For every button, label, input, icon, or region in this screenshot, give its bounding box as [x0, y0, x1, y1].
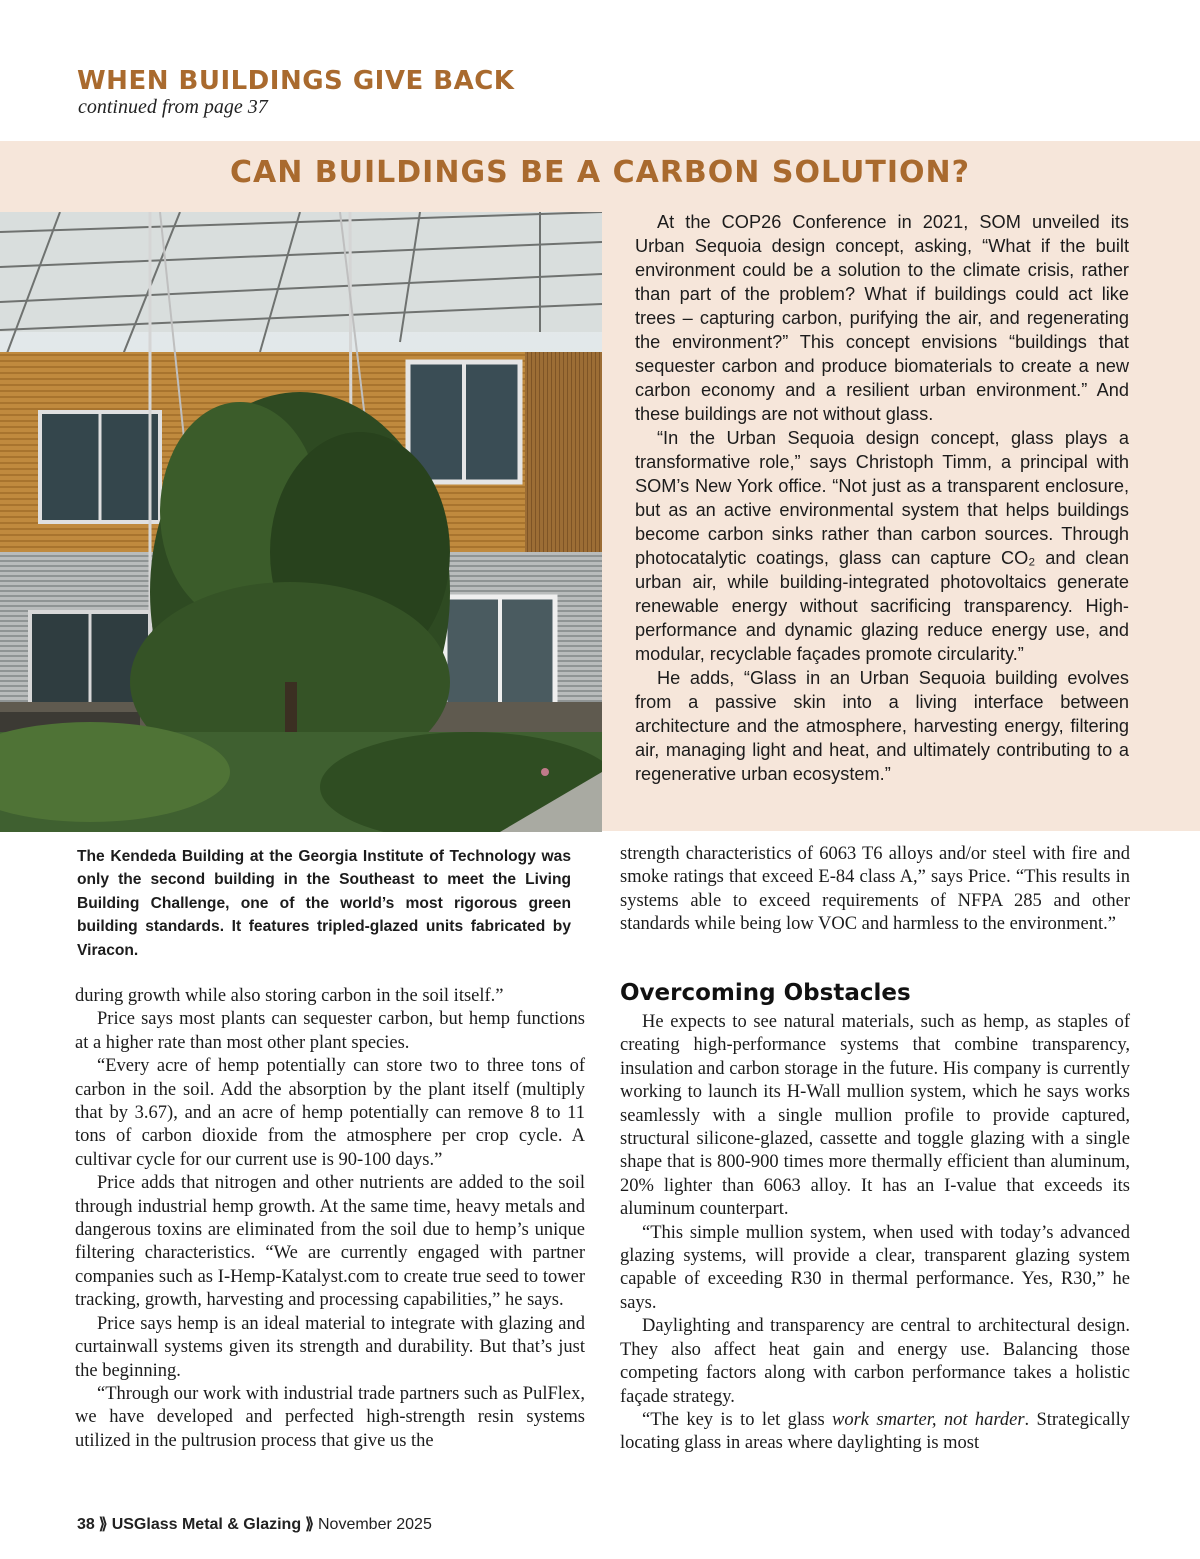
issue-date: November 2025 [318, 1516, 432, 1533]
sidebar-heading: CAN BUILDINGS BE A CARBON SOLUTION? [229, 155, 970, 190]
body-paragraph: during growth while also storing carbon in the soil itself.” [75, 986, 504, 1006]
body-paragraph [620, 1409, 1130, 1456]
body-paragraph: Price adds that nitrogen and other nutrients are added to the soil through industrial hemp growth. At the same time, heavy metals and dangerous toxins are eliminated from the soil due to hemp’s unique filtering characteristics. “We are currently engaged with partner companies such as I-Hemp-Katalyst.com to create true seed to tower tracking, growth, harvesting and processing capabilities,” he says. [75, 1173, 585, 1311]
publication-name: USGlass Metal & Glazing [111, 1516, 302, 1533]
section-title: WHEN BUILDINGS GIVE BACK [77, 66, 515, 96]
page-footer [77, 1514, 432, 1534]
body-paragraph: Price says most plants can sequester carbon, but hemp functions at a higher rate than most other plant species. [75, 1009, 585, 1053]
emphasis-text: work smarter, not harder [832, 1409, 1025, 1430]
body-paragraph: “Every acre of hemp potentially can store two to three tons of carbon in the soil. Add the absorption by the plant itself (multiply that by 3.67), and an acre of hemp potentially can remove 8 to 11 tons of carbon dioxide from the atmosphere per crop cycle. A cultivar cycle for our current use is 90-100 days.” [75, 1056, 585, 1170]
photo-caption: The Kendeda Building at the Georgia Institute of Technology was only the second building in the Southeast to meet the Living Building Challenge, one of the world’s most rigorous green building standards. It features tripled-glazed units fabricated by Viracon. [77, 848, 571, 959]
page-number: 38 [77, 1516, 95, 1533]
body-paragraph: He expects to see natural materials, such as hemp, as staples of creating high-performance systems that combine transparency, insulation and carbon storage in the future. His company is currently working to launch its H-Wall mullion system, which he says works seamlessly with a single mullion profile to provide captured, structural silicone-glazed, cassette and toggle glazing with a single shape that is 800-900 times more thermally efficient than aluminum, 20% lighter than 6063 alloy. It has an I-value that exceeds its aluminum counterpart. [620, 1012, 1130, 1220]
continued-from-note: continued from page 37 [78, 96, 268, 118]
body-paragraph: Price says hemp is an ideal material to integrate with glazing and curtainwall systems given its strength and durability. But that’s just the beginning. [75, 1313, 585, 1381]
sidebar-paragraph: At the COP26 Conference in 2021, SOM unveiled its Urban Sequoia design concept, asking, “What if the built environment could be a solution to the climate crisis, rather than part of the problem? What if buildings could act like trees – capturing carbon, purifying the air, and regenerating the environment?” This concept envisions “buildings that sequester carbon and produce biomaterials to create a new carbon economy and a resilient urban environment.” And these buildings are not without glass. [635, 212, 1129, 424]
sidebar-article-text [635, 210, 1129, 786]
text-run: . Strategically locating glass in areas where daylighting is most [620, 1409, 1131, 1454]
left-column [75, 985, 585, 1453]
sidebar-paragraph: He adds, “Glass in an Urban Sequoia building evolves from a passive skin into a living interface between architecture and the atmosphere, harvesting energy, filtering air, managing light and heat, and ultimately contributing to a regenerative urban ecosystem.” [635, 668, 1129, 784]
right-column [620, 1011, 1130, 1456]
text-run: “The key is to let glass [642, 1409, 833, 1430]
body-paragraph: “Through our work with industrial trade partners such as PulFlex, we have developed and perfected high-strength resin systems utilized in the pultrusion process that give us the [75, 1383, 585, 1451]
subheading-overcoming-obstacles: Overcoming Obstacles [620, 980, 911, 1006]
body-paragraph: “This simple mullion system, when used with today’s advanced glazing systems, will provide a clear, transparent glazing system capable of exceeding R30 in thermal performance. Yes, R30,” he says. [620, 1222, 1130, 1313]
body-paragraph: Daylighting and transparency are central to architectural design. They also affect heat gain and energy use. Balancing those competing factors along with carbon performance takes a holistic façade strategy. [620, 1316, 1130, 1407]
separator-icon: ⟫ [305, 1516, 314, 1533]
separator-icon: ⟫ [98, 1516, 108, 1533]
kendeda-building-image [0, 212, 602, 832]
body-paragraph: strength characteristics of 6063 T6 alloys and/or steel with fire and smoke ratings that exceed E-84 class A,” says Price. “This results in systems able to exceed requirements of NFPA 285 and other standards while being low VOC and harmless to the environment.” [620, 844, 1130, 935]
building-photo [0, 212, 602, 832]
right-column-top [620, 843, 1130, 937]
sidebar-paragraph: “In the Urban Sequoia design concept, glass plays a transformative role,” says Christoph Timm, a principal with SOM’s New York office. “Not just as a transparent enclosure, but as an active environmental system that helps buildings become carbon sinks rather than carbon sources. Through photocatalytic coatings, glass can capture CO₂ and clean urban air, while building-integrated photovoltaics generate renewable energy without sacrificing transparency. High-performance and dynamic glazing reduce energy use, and modular, recyclable façades promote circularity.” [635, 428, 1129, 664]
